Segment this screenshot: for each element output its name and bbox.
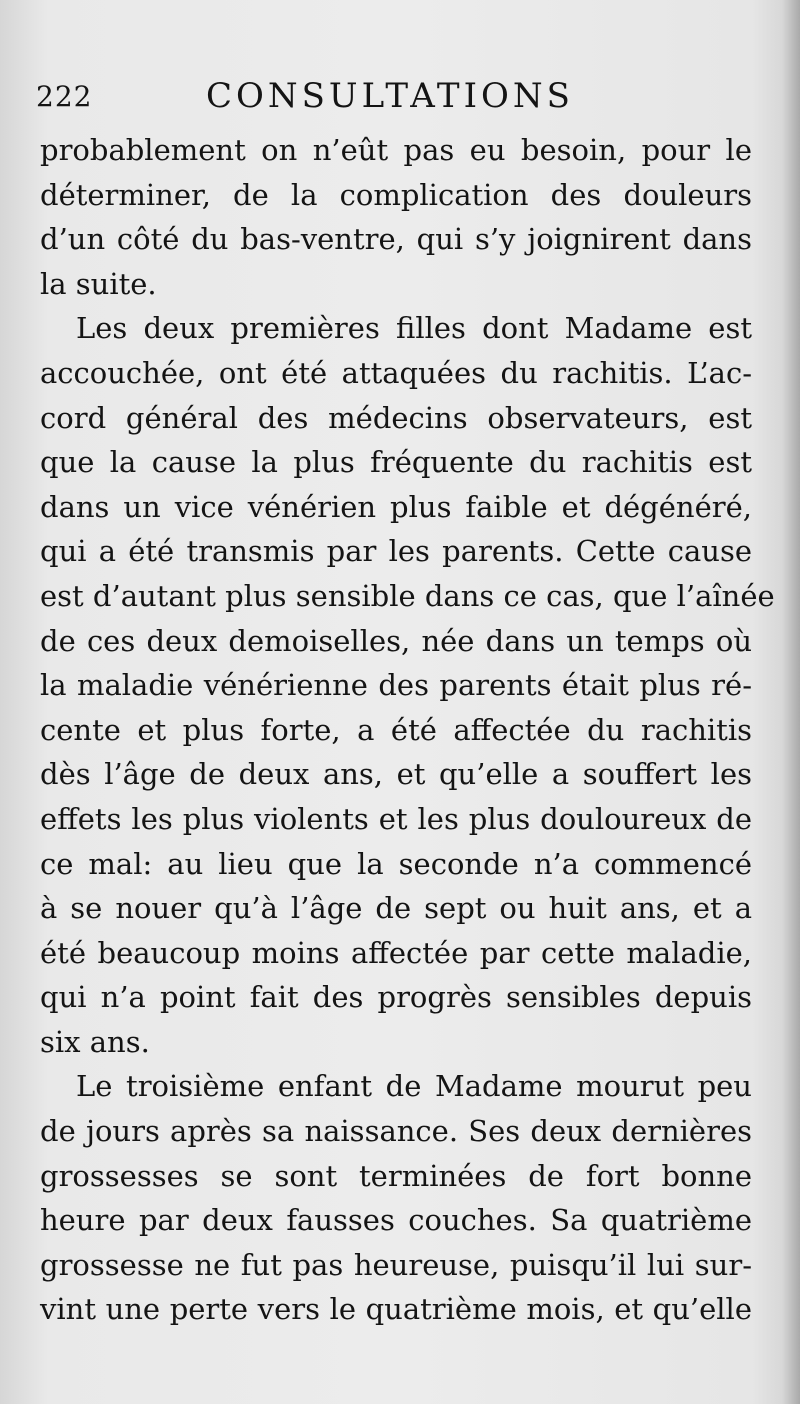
text-line: accouchée, ont été attaquées du rachitis. L’ac- xyxy=(40,355,752,390)
text-line: grossesse ne fut pas heureuse, puisqu’il lui sur- xyxy=(40,1247,752,1282)
text-line: d’un côté du bas-ventre, qui s’y joignirent dans xyxy=(40,222,752,257)
text-line: dès l’âge de deux ans, et qu’elle a souffert les xyxy=(40,757,752,792)
text-line: qui n’a point fait des progrès sensibles depuis xyxy=(40,980,752,1015)
text-line: six ans. xyxy=(40,1024,150,1059)
paragraph-2 xyxy=(40,306,775,1064)
running-title: CONSULTATIONS xyxy=(206,76,574,116)
paragraph-1 xyxy=(40,128,752,306)
text-line: est d’autant plus sensible dans ce cas, que l’aînée xyxy=(40,578,775,613)
text-line: Les deux premières filles dont Madame est xyxy=(76,311,752,346)
text-line: été beaucoup moins affectée par cette maladie, xyxy=(40,935,752,970)
text-line: cente et plus forte, a été affectée du rachitis xyxy=(40,712,752,747)
text-line: effets les plus violents et les plus douloureux de xyxy=(40,801,752,836)
text-line: de jours après sa naissance. Ses deux dernières xyxy=(40,1114,752,1149)
text-line: Le troisième enfant de Madame mourut peu xyxy=(76,1069,752,1104)
text-line: la suite. xyxy=(40,266,157,301)
text-line: vint une perte vers le quatrième mois, et qu’elle xyxy=(40,1292,752,1327)
text-line: dans un vice vénérien plus faible et dégénéré, xyxy=(40,489,752,524)
text-line: à se nouer qu’à l’âge de sept ou huit ans, et a xyxy=(40,891,752,926)
text-line: heure par deux fausses couches. Sa quatrième xyxy=(40,1203,752,1238)
text-line: probablement on n’eût pas eu besoin, pour le xyxy=(40,133,752,167)
page-number: 222 xyxy=(36,80,93,113)
text-line: ce mal: au lieu que la seconde n’a commencé xyxy=(40,846,752,881)
text-line: que la cause la plus fréquente du rachitis est xyxy=(40,445,752,480)
text-line: grossesses se sont terminées de fort bonne xyxy=(40,1158,752,1193)
page-body xyxy=(40,128,775,1332)
text-line: de ces deux demoiselles, née dans un temps où xyxy=(40,623,752,658)
page-edge-shadow xyxy=(782,0,800,1404)
text-line: cord général des médecins observateurs, est xyxy=(40,400,752,435)
text-line: la maladie vénérienne des parents était plus ré- xyxy=(40,668,752,703)
running-head xyxy=(36,72,756,122)
text-line: qui a été transmis par les parents. Cette cause xyxy=(40,534,752,569)
text-line: déterminer, de la complication des douleurs xyxy=(40,177,752,212)
paragraph-3 xyxy=(40,1064,752,1332)
